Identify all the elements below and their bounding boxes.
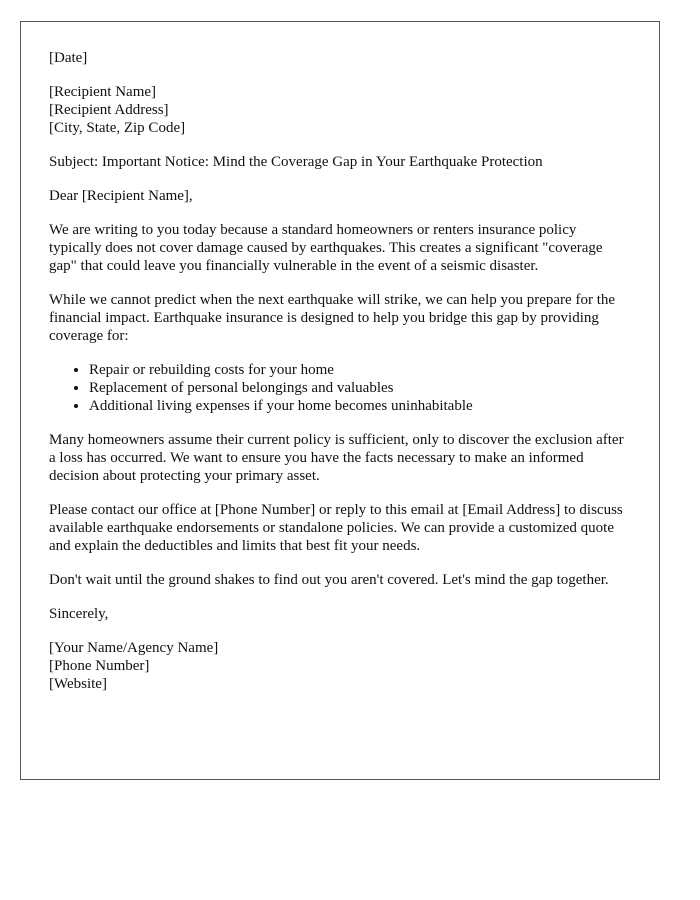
signature-website: [Website] [49,676,107,692]
body-paragraph: While we cannot predict when the next earthquake will strike, we can help you prepare for the financial impact. Earthquake insurance is designed to help you bridge this gap by providing coverage for: [49,292,616,344]
recipient-address: [Recipient Address] [49,102,169,118]
signature-name-agency: [Your Name/Agency Name] [49,640,219,656]
signature-phone: [Phone Number] [49,658,150,674]
list-item: • Repair or rebuilding costs for your home [89,361,631,379]
letter-page [20,21,660,780]
list-item: • Replacement of personal belongings and valuables [89,379,631,397]
body-paragraph: Many homeowners assume their current policy is sufficient, only to discover the exclusion after a loss has occurred. We want to ensure you have the facts necessary to make an informed decision about protecting your primary asset. [49,432,624,484]
letter-date: [Date] [49,50,88,66]
letter-subject: Subject: Important Notice: Mind the Coverage Gap in Your Earthquake Protection [49,154,543,170]
body-paragraph: We are writing to you today because a standard homeowners or renters insurance policy typically does not cover damage caused by earthquakes. This creates a significant "coverage gap" that could leave you financially vulnerable in the event of a seismic disaster. [49,222,603,274]
recipient-name: [Recipient Name] [49,84,157,100]
letter-salutation: Dear [Recipient Name], [49,188,193,204]
list-item: • Additional living expenses if your home becomes uninhabitable [89,397,631,415]
letter-signoff: Sincerely, [49,606,109,622]
coverage-list [49,361,631,415]
recipient-city-state-zip: [City, State, Zip Code] [49,120,186,136]
signature-block [49,639,631,693]
body-paragraph: Don't wait until the ground shakes to find out you aren't covered. Let's mind the gap together. [49,572,609,588]
body-paragraph: Please contact our office at [Phone Number] or reply to this email at [Email Address] to discuss available earthquake endorsements or standalone policies. We can provide a customized quote and explain the deductibles and limits that best fit your needs. [49,502,623,554]
recipient-address-block [49,83,631,137]
